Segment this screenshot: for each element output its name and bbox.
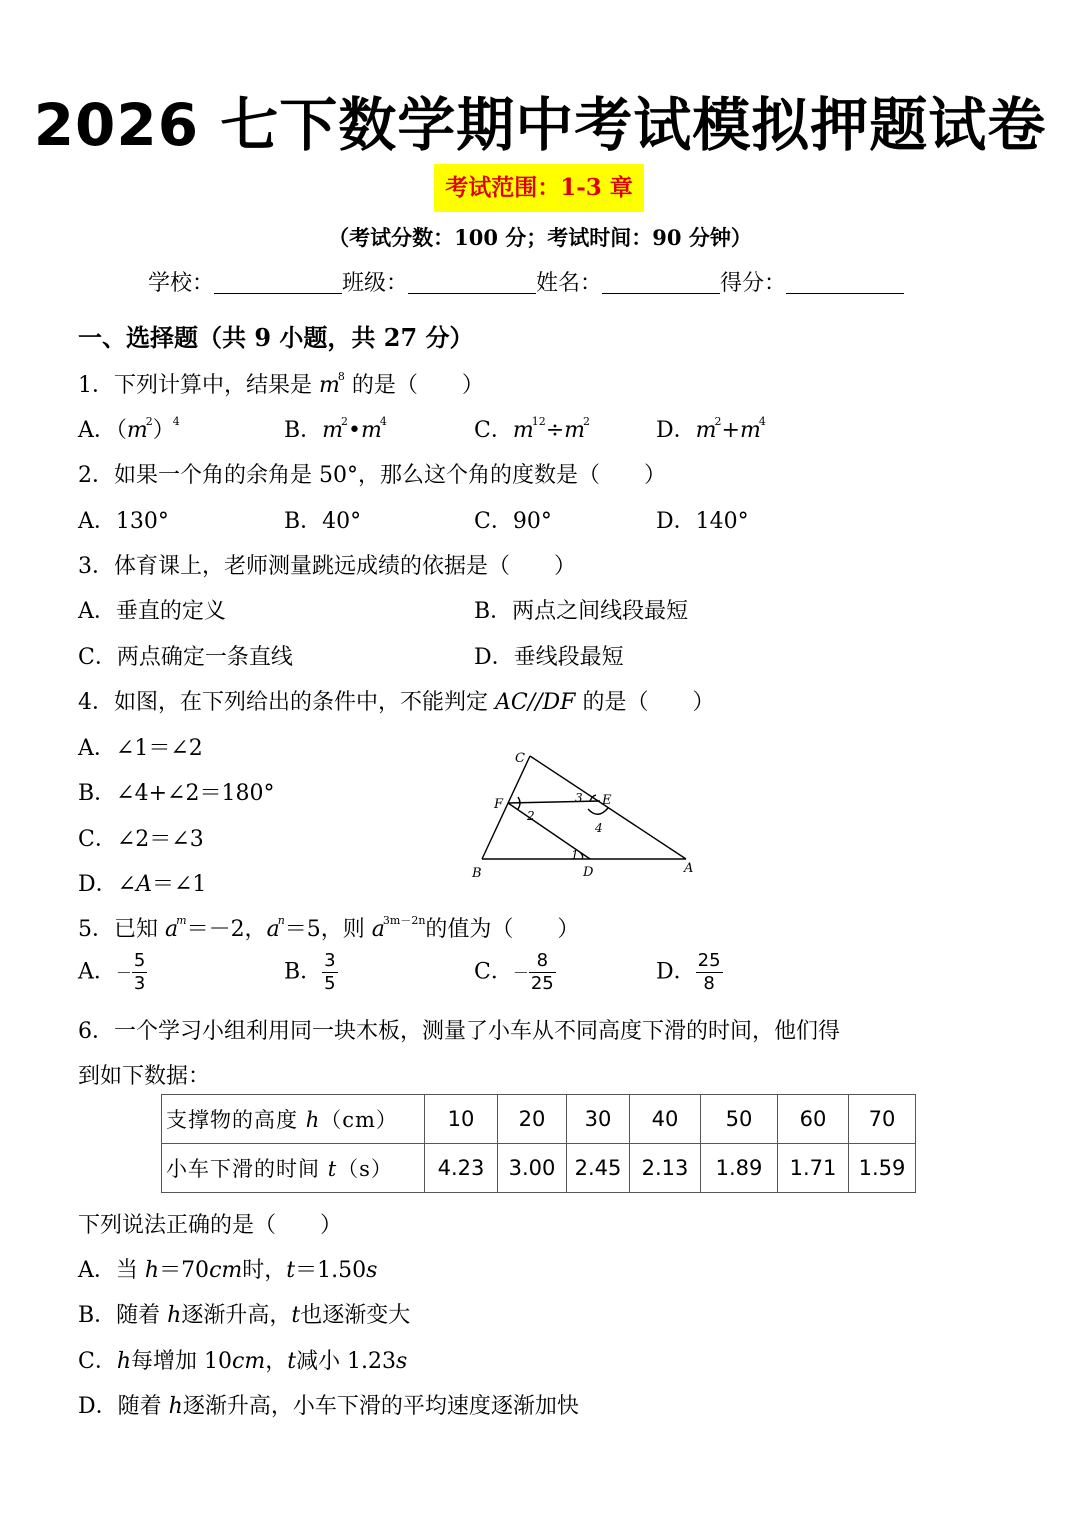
question-4-option-c[interactable]: C．∠2＝∠3: [78, 827, 204, 852]
table-row-time: [162, 1144, 916, 1193]
table-header-height: 支撑物的高度 h（cm）: [162, 1095, 425, 1144]
table-cell: 2.13: [630, 1144, 701, 1193]
question-5-option-a[interactable]: A．－ $\frac{5}{3}$: [78, 950, 146, 994]
question-1-option-b[interactable]: B．$m^2•m^4$: [284, 415, 387, 443]
question-5-option-b[interactable]: B． $\frac{3}{5}$: [284, 950, 336, 994]
question-4-option-b[interactable]: B．∠4+∠2＝180°: [78, 781, 275, 806]
question-4-option-d[interactable]: D．∠A＝∠1: [78, 872, 207, 897]
table-cell: 20: [498, 1095, 567, 1144]
name-field[interactable]: [602, 269, 720, 294]
question-4-figure: [460, 740, 710, 885]
question-5-option-c[interactable]: C．－ $\frac{8}{25}$: [474, 950, 554, 994]
question-3-option-a[interactable]: A．垂直的定义: [78, 599, 226, 624]
question-1-stem: 1．下列计算中，结果是 $m^8$ 的是（ ）: [78, 370, 484, 398]
question-5-stem: 5．已知 $a^m=-2$，$a^n=5$，则 $a^{3m-2n}$的值为（ ）: [78, 914, 580, 942]
label-d: D: [583, 865, 594, 880]
label-b: B: [472, 866, 482, 881]
school-label: 学校：: [148, 271, 215, 296]
table-cell: 40: [630, 1095, 701, 1144]
question-3-option-d[interactable]: D．垂线段最短: [474, 645, 624, 670]
question-6-stem-line-1: 6．一个学习小组利用同一块木板，测量了小车从不同高度下滑的时间，他们得: [78, 1019, 840, 1044]
class-field[interactable]: [408, 269, 536, 294]
student-info-row: [148, 266, 904, 297]
table-row-height: [162, 1095, 916, 1144]
table-cell: 1.71: [778, 1144, 849, 1193]
table-cell: 60: [778, 1095, 849, 1144]
question-4-stem: 4．如图，在下列给出的条件中，不能判定 AC//DF 的是（ ）: [78, 690, 715, 715]
table-cell: 2.45: [567, 1144, 630, 1193]
score-label: 得分：: [720, 271, 787, 296]
exam-scope-banner: 考试范围：1-3 章: [434, 164, 644, 212]
school-field[interactable]: [214, 269, 342, 294]
question-4-option-a[interactable]: A．∠1＝∠2: [78, 736, 203, 761]
question-1-option-d[interactable]: D．$m^2+m^4$: [656, 415, 766, 443]
question-2-option-d[interactable]: D．140°: [656, 509, 749, 534]
label-3: 3: [575, 791, 583, 805]
label-e: E: [602, 793, 612, 808]
question-2-option-c[interactable]: C．90°: [474, 509, 552, 534]
question-6-ask: 下列说法正确的是（ ）: [78, 1213, 343, 1238]
segment-bc: [482, 756, 530, 859]
table-header-time: 小车下滑的时间 t（s）: [162, 1144, 425, 1193]
question-1-option-a[interactable]: A．$(m^2)^4$: [78, 415, 180, 443]
table-cell: 10: [425, 1095, 498, 1144]
score-field[interactable]: [786, 269, 904, 294]
question-6-data-table: [161, 1094, 916, 1193]
label-c: C: [515, 751, 525, 766]
label-a: A: [684, 861, 694, 876]
question-3-stem: 3．体育课上，老师测量跳远成绩的依据是（ ）: [78, 554, 576, 579]
label-1: 1: [571, 848, 579, 862]
table-cell: 3.00: [498, 1144, 567, 1193]
question-3-option-b[interactable]: B．两点之间线段最短: [474, 599, 689, 624]
table-cell: 50: [701, 1095, 778, 1144]
name-label: 姓名：: [536, 271, 603, 296]
question-6-stem-line-2: 到如下数据：: [78, 1064, 211, 1089]
exam-meta: （考试分数：100 分；考试时间：90 分钟）: [328, 225, 752, 250]
question-2-option-b[interactable]: B．40°: [284, 509, 362, 534]
question-6-option-b[interactable]: B．随着 h逐渐升高，t也逐渐变大: [78, 1303, 411, 1328]
question-6-option-a[interactable]: A．当 h＝70cm时，t＝1.50s: [78, 1258, 378, 1283]
table-cell: 4.23: [425, 1144, 498, 1193]
table-cell: 1.89: [701, 1144, 778, 1193]
segment-fe: [508, 801, 600, 803]
question-2-stem: 2．如果一个角的余角是 50°，那么这个角的度数是（ ）: [78, 463, 666, 488]
question-1-option-c[interactable]: C．$m^{12}\div m^2$: [474, 415, 591, 443]
question-3-option-c[interactable]: C．两点确定一条直线: [78, 645, 293, 670]
label-2: 2: [527, 809, 535, 823]
angle-4-arc: [588, 808, 608, 814]
table-cell: 70: [849, 1095, 916, 1144]
table-cell: 1.59: [849, 1144, 916, 1193]
page-title: 2026 七下数学期中考试模拟押题试卷: [33, 91, 1047, 159]
label-4: 4: [595, 821, 603, 835]
section-heading: 一、选择题（共 9 小题，共 27 分）: [78, 323, 474, 352]
question-6-option-d[interactable]: D．随着 h逐渐升高，小车下滑的平均速度逐渐加快: [78, 1394, 579, 1419]
question-5-option-d[interactable]: D． $\frac{25}{8}$: [656, 950, 721, 994]
question-6-option-c[interactable]: C．h每增加 10cm，t减小 1.23s: [78, 1349, 408, 1374]
class-label: 班级：: [342, 271, 409, 296]
table-cell: 30: [567, 1095, 630, 1144]
label-f: F: [494, 797, 504, 812]
question-2-option-a[interactable]: A．130°: [78, 509, 169, 534]
